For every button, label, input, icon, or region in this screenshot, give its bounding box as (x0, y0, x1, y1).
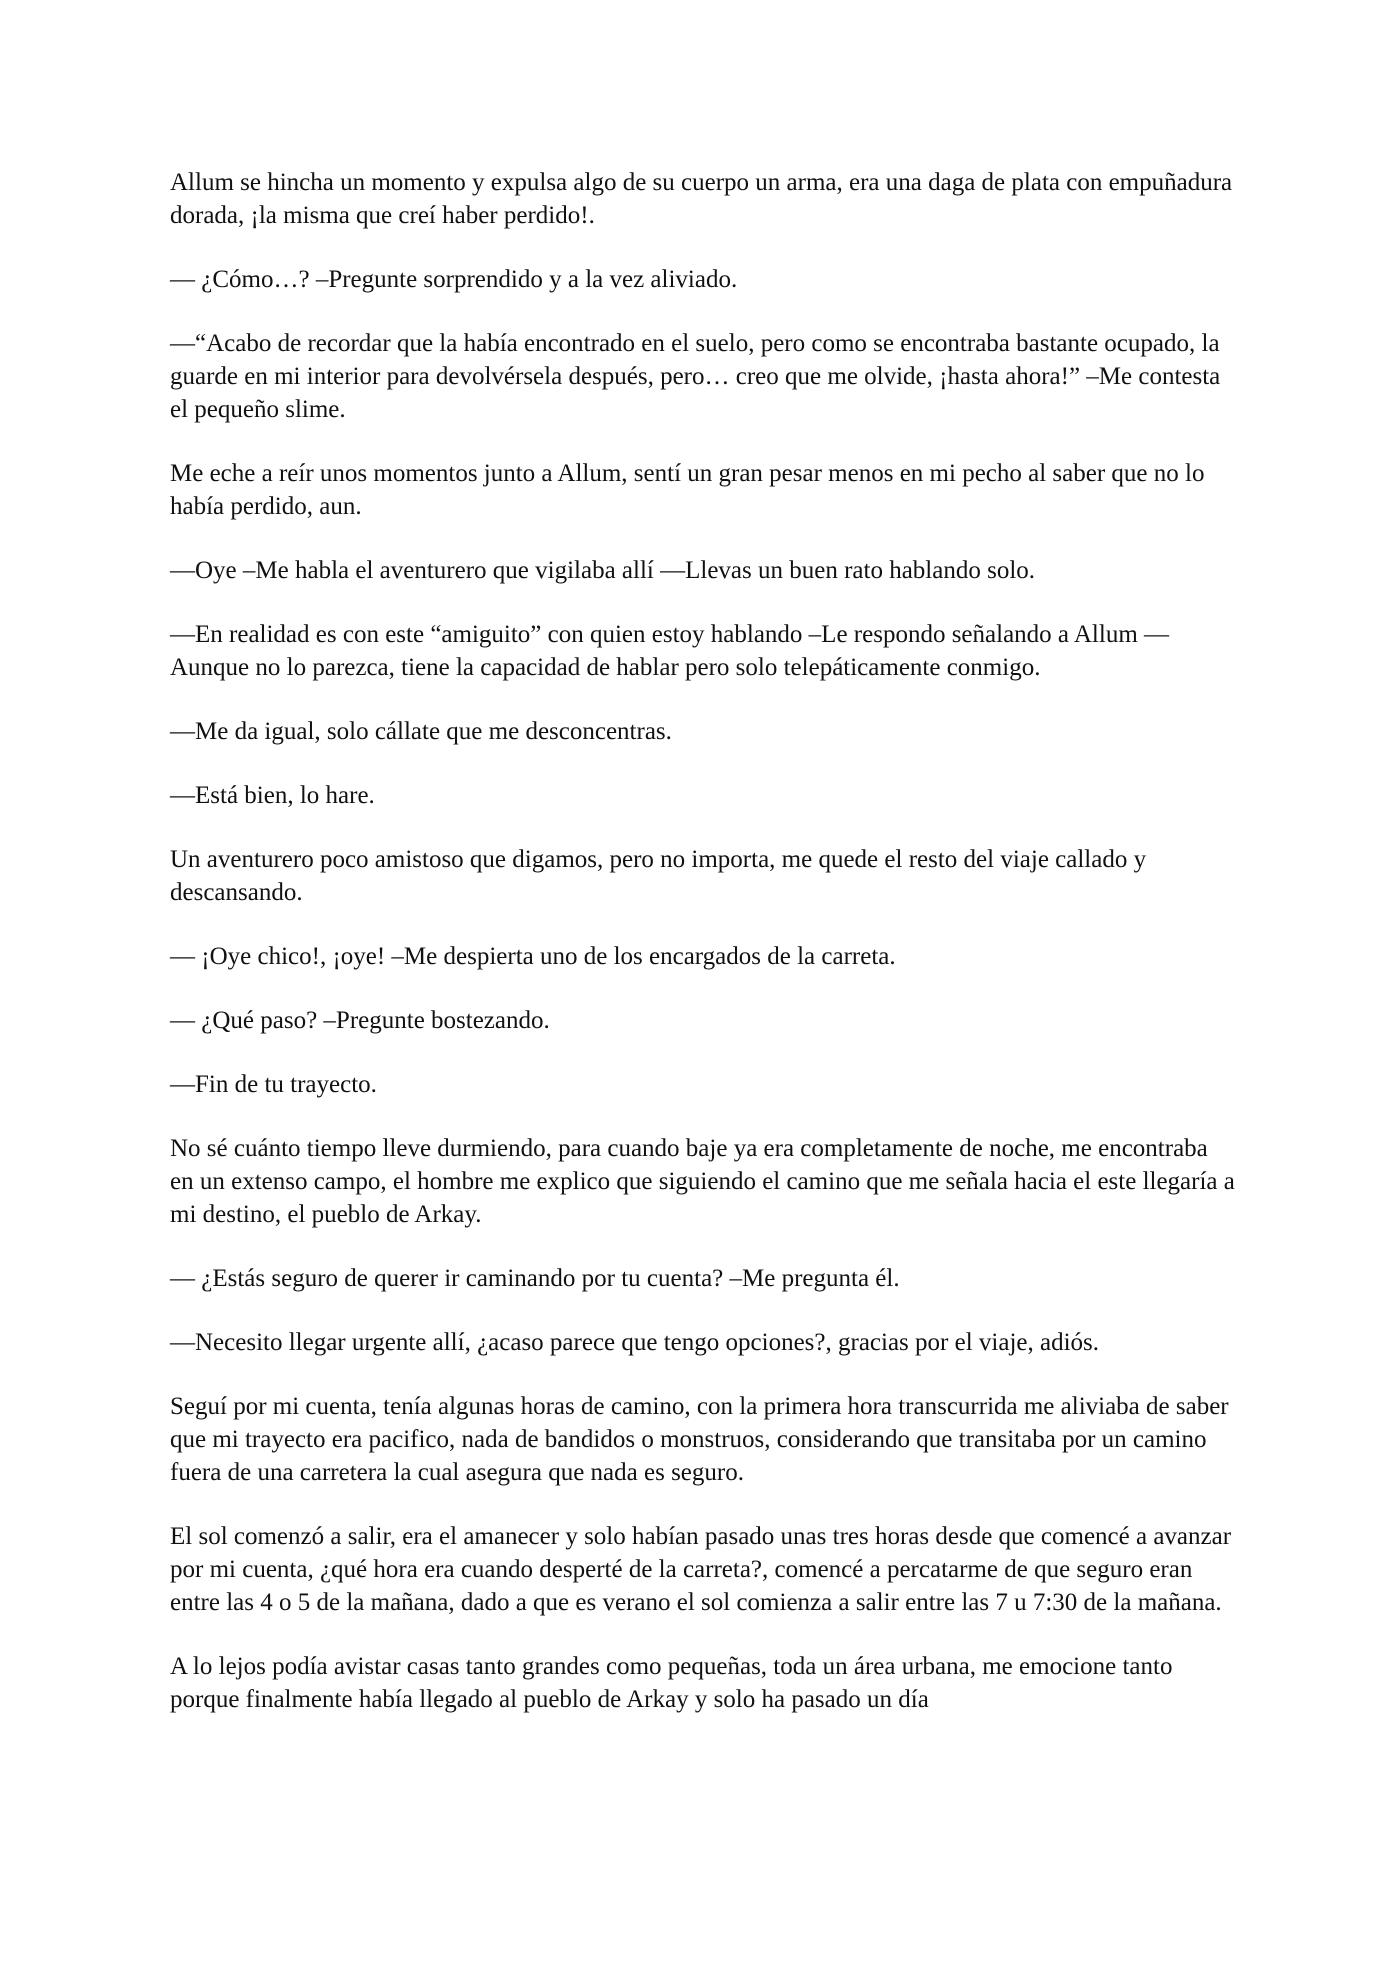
paragraph-4: Me eche a reír unos momentos junto a Allum, sentí un gran pesar menos en mi pecho al saber que no lo había perdido, aun. (170, 460, 1205, 520)
paragraph-1: Allum se hincha un momento y expulsa algo de su cuerpo un arma, era una daga de plata con empuñadura dorada, ¡la misma que creí haber perdido!. (170, 169, 1233, 229)
paragraph-16: Seguí por mi cuenta, tenía algunas horas de camino, con la primera hora transcurrida me aliviaba de saber que mi trayecto era pacifico, nada de bandidos o monstruos, considerando que transitaba por un camino fuera de una carretera la cual asegura que nada es seguro. (170, 1393, 1229, 1486)
document-body (170, 166, 1235, 1747)
paragraph-2: — ¿Cómo…? –Pregunte sorprendido y a la vez aliviado. (170, 266, 738, 293)
paragraph-14: — ¿Estás seguro de querer ir caminando por tu cuenta? –Me pregunta él. (170, 1265, 900, 1292)
paragraph-3: —“Acabo de recordar que la había encontrado en el suelo, pero como se encontraba bastante ocupado, la guarde en mi interior para devolvérsela después, pero… creo que me olvide, ¡hasta ahora!” –Me contesta el pequeño slime. (170, 330, 1221, 423)
paragraph-7: —Me da igual, solo cállate que me desconcentras. (170, 718, 672, 745)
paragraph-15: —Necesito llegar urgente allí, ¿acaso parece que tengo opciones?, gracias por el viaje, adiós. (170, 1329, 1100, 1356)
paragraph-8: —Está bien, lo hare. (170, 782, 375, 809)
paragraph-5: —Oye –Me habla el aventurero que vigilaba allí —Llevas un buen rato hablando solo. (170, 557, 1036, 584)
paragraph-10: — ¡Oye chico!, ¡oye! –Me despierta uno de los encargados de la carreta. (170, 943, 896, 970)
paragraph-6: —En realidad es con este “amiguito” con quien estoy hablando –Le respondo señalando a Allum —Aunque no lo parezca, tiene la capacidad de hablar pero solo telepáticamente conmigo. (170, 621, 1170, 681)
paragraph-17: El sol comenzó a salir, era el amanecer y solo habían pasado unas tres horas desde que comencé a avanzar por mi cuenta, ¿qué hora era cuando desperté de la carreta?, comencé a percatarme de que seguro eran entre las 4 o 5 de la mañana, dado a que es verano el sol comienza a salir entre las 7 u 7:30 de la mañana. (170, 1523, 1232, 1616)
paragraph-18: A lo lejos podía avistar casas tanto grandes como pequeñas, toda un área urbana, me emocione tanto porque finalmente había llegado al pueblo de Arkay y solo ha pasado un día (170, 1653, 1173, 1713)
paragraph-11: — ¿Qué paso? –Pregunte bostezando. (170, 1007, 550, 1034)
paragraph-13: No sé cuánto tiempo lleve durmiendo, para cuando baje ya era completamente de noche, me encontraba en un extenso campo, el hombre me explico que siguiendo el camino que me señala hacia el este llegaría a mi destino, el pueblo de Arkay. (170, 1135, 1235, 1228)
paragraph-9: Un aventurero poco amistoso que digamos, pero no importa, me quede el resto del viaje callado y descansando. (170, 846, 1147, 906)
paragraph-12: —Fin de tu trayecto. (170, 1071, 377, 1098)
